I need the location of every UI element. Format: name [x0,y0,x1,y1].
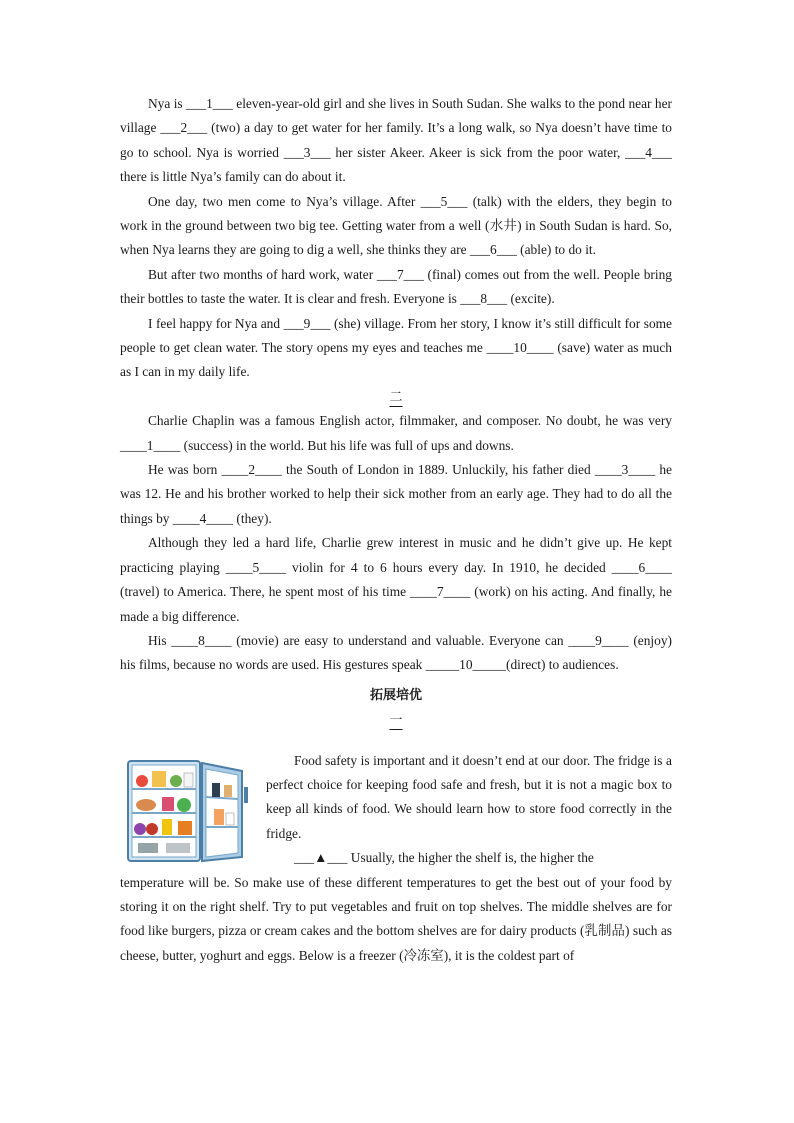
paragraph: I feel happy for Nya and ___9___ (she) village. From her story, I know it’s still difficult for some people to get clean water. The story opens my eyes and teaches me ____10____ (save) water as much as I can in my daily life. [120,315,672,380]
fridge-intro-text [266,749,672,871]
section-number: 二 [389,388,403,404]
paragraph: His ____8____ (movie) are easy to understand and valuable. Everyone can ____9____ (enjoy) his films, because no words are used. His gestures speak _____10_____(direct) to audiences. [120,632,672,673]
fridge-intro-block [120,749,672,871]
paragraph: One day, two men come to Nya’s village. After ___5___ (talk) with the elders, they begin to work in the ground between two big tee. Getting water from a well (水井) in South Sudan is hard. So, when Nya learns they are going to dig a well, she thinks they are ___6___ (able) to do it. [120,193,672,258]
fridge-icon [120,757,252,869]
section-title: 拓展培优 [369,687,422,703]
paragraph: But after two months of hard work, water ___7___ (final) comes out from the well. People bring their bottles to taste the water. It is clear and fresh. Everyone is ___8___ (excite). [120,266,672,307]
section-number: 一 [389,712,403,728]
paragraph: He was born ____2____ the South of London in 1889. Unluckily, his father died ____3____ he was 12. He and his brother worked to help their sick mother from an early age. They had to do all the things by ____4____ (they). [120,462,672,526]
paragraph: Charlie Chaplin was a famous English actor, filmmaker, and composer. No doubt, he was very ____1____ (success) in the world. But his life was full of ups and downs. [120,413,672,453]
blank-line: ___▲___ Usually, the higher the shelf is, the higher the [294,850,594,866]
paragraph: Food safety is important and it doesn’t end at our door. The fridge is a perfect choice for keeping food safe and fresh, but it is not a magic box to keep all kinds of food. We should learn how to store food correctly in the fridge. [266,752,672,841]
content-column [120,92,672,968]
paragraph: Although they led a hard life, Charlie grew interest in music and he didn’t give up. He kept practicing playing ____5____ violin for 4 to 6 hours every day. In 1910, he decided ____6____ (travel) to America. There, he spent most of his time ____7____ (work) on his acting. And finally, he made a big difference. [120,535,672,624]
section-1 [120,92,672,385]
paragraph: temperature will be. So make use of these different temperatures to get the best out of your food by storing it on the right shelf. Try to put vegetables and fruit on top shelves. The middle shelves are for food like burgers, pizza or cream cakes and the bottom shelves are for dairy products (乳制品) such as cheese, butter, yoghurt and eggs. Below is a freezer (冷冻室), it is the coldest part of [120,874,672,963]
paragraph: Nya is ___1___ eleven-year-old girl and she lives in South Sudan. She walks to the pond near her village ___2___ (two) a day to get water for her family. It’s a long walk, so Nya doesn’t have time to go to school. Nya is worried ___3___ her sister Akeer. Akeer is sick from the poor water, ___4___ there is little Nya’s family can do about it. [120,96,672,185]
section-2 [120,409,672,677]
